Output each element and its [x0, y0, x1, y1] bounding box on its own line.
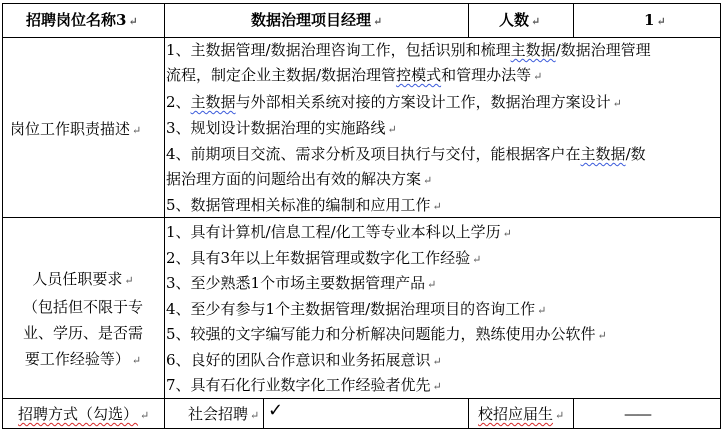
- duty-line-2: 流程，制定企业主数据/数据治理管控模式和管理办法等 ↵: [166, 66, 543, 84]
- table-border-bottom: [2, 428, 721, 429]
- requirement-line-3: 3、至少熟悉1个市场主要数据管理产品 ↵: [166, 274, 437, 292]
- requirement-line-5: 5、较强的文字编写能力和分析解决问题能力，熟练使用办公软件 ↵: [166, 325, 607, 343]
- position-value: 数据治理项目经理 ↵: [251, 11, 383, 29]
- headcount-label: 人数 ↵: [499, 11, 541, 29]
- headcount-value: 1 ↵: [644, 11, 666, 29]
- check-mark-icon[interactable]: ✓: [268, 400, 284, 421]
- table-border-left: [2, 3, 3, 429]
- row-divider-3: [2, 398, 721, 399]
- duty-line-5: 4、前期项目交流、需求分析及项目执行与交付，能根据客户在主数据/数: [166, 145, 646, 163]
- duty-line-4: 3、规划设计数据治理的实施路线 ↵: [166, 119, 397, 137]
- duty-line-6: 据治理方面的问题给出有效的解决方案 ↵: [166, 170, 433, 188]
- table-border-right: [720, 3, 721, 429]
- requirement-line-4: 4、至少有参与1个主数据管理/数据治理项目的咨询工作 ↵: [166, 300, 547, 318]
- column-divider-footer-2: [468, 398, 469, 429]
- position-label: 招聘岗位名称3 ↵: [26, 11, 138, 29]
- duty-line-7: 5、数据管理相关标准的编制和应用工作 ↵: [166, 196, 442, 214]
- requirement-line-2: 2、具有3年以上年数据管理或数字化工作经验 ↵: [166, 249, 482, 267]
- row-divider-2: [2, 217, 721, 218]
- recruit-method-value: 社会招聘 ↵: [188, 405, 260, 423]
- requirement-line-7: 7、具有石化行业数字化工作经验者优先 ↵: [166, 376, 442, 394]
- campus-graduate-value: ——: [624, 405, 650, 423]
- column-divider-footer-1: [263, 398, 264, 429]
- requirement-line-1: 1、具有计算机/信息工程/化工等专业本科以上学历 ↵: [166, 223, 512, 241]
- column-divider-label: [164, 3, 165, 429]
- requirement-line-6: 6、良好的团队合作意识和业务拓展意识 ↵: [166, 351, 442, 369]
- row-divider-1: [2, 37, 721, 38]
- duty-line-3: 2、主数据与外部相关系统对接的方案设计工作，数据治理方案设计 ↵: [166, 93, 622, 111]
- column-divider-headcount-right: [573, 3, 574, 38]
- table-border-top: [2, 3, 721, 4]
- column-divider-footer-3: [573, 398, 574, 429]
- campus-graduate-label: 校招应届生 ↵: [478, 405, 565, 423]
- column-divider-headcount-left: [468, 3, 469, 38]
- duty-line-1: 1、主数据管理/数据治理咨询工作，包括识别和梳理主数据/数据治理管理: [166, 41, 651, 59]
- duties-label: 岗位工作职责描述 ↵: [10, 120, 142, 138]
- requirements-label: 人员任职要求 ↵ （包括但不限于专 业、学历、是否需 要工作经验等） ↵: [22, 270, 143, 368]
- recruit-method-label: 招聘方式（勾选） ↵: [18, 405, 150, 423]
